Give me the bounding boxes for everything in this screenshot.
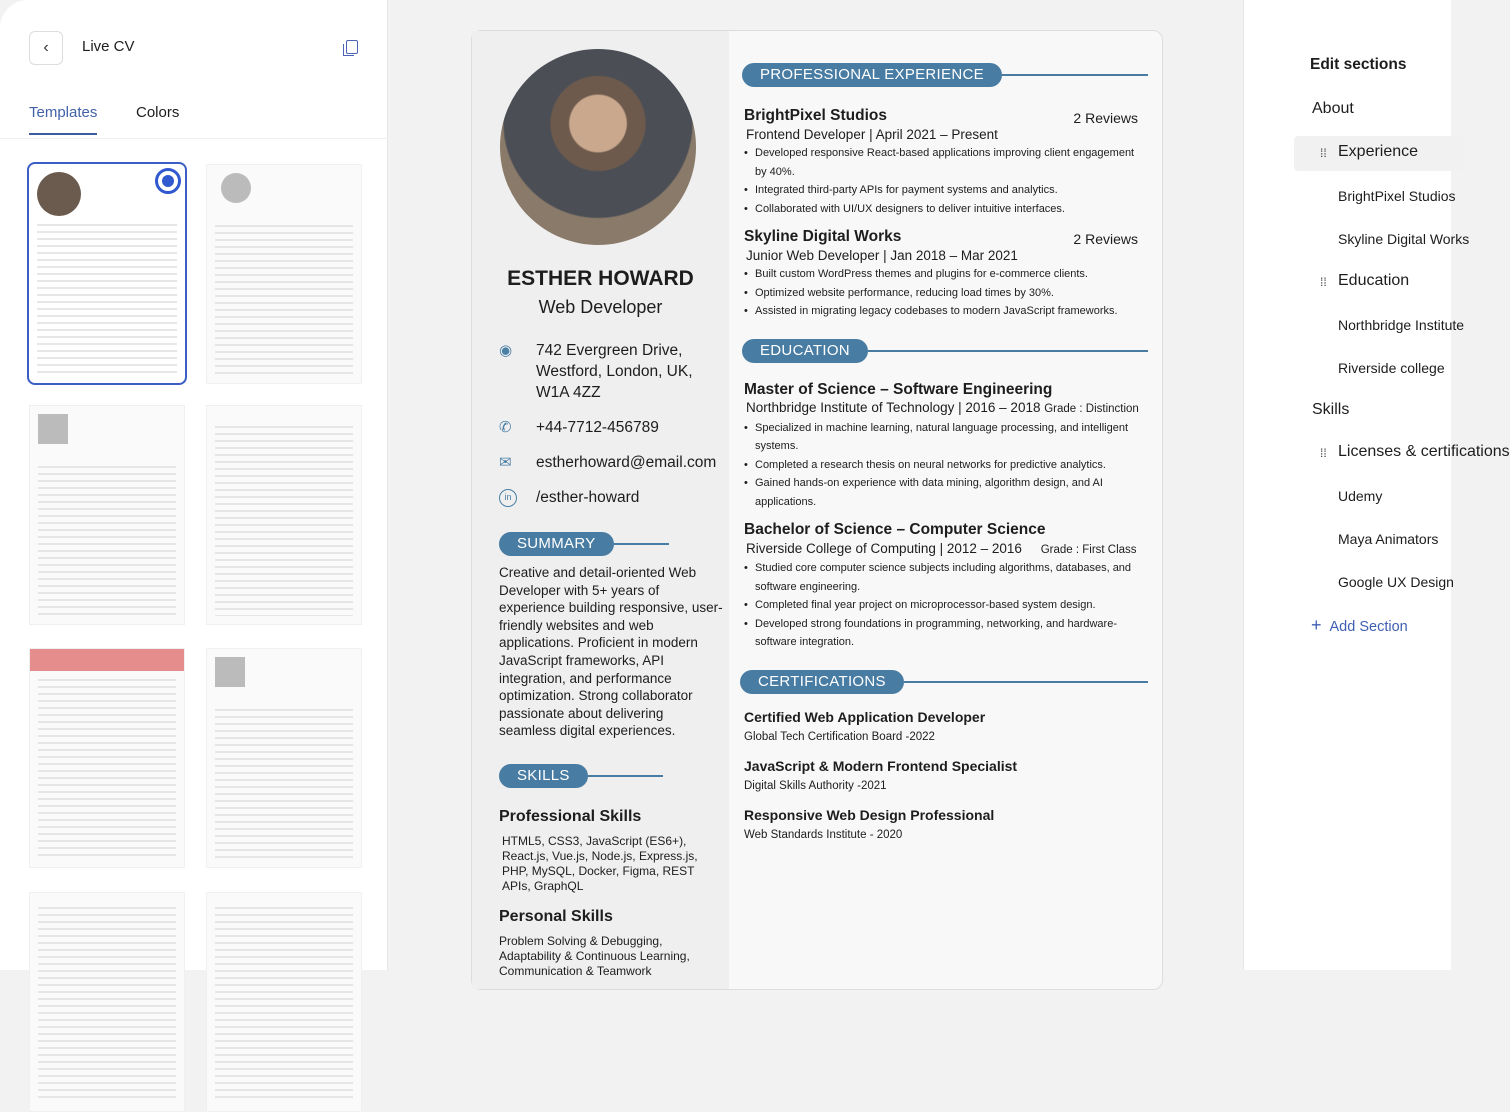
section-item-udemy[interactable]: Udemy: [1338, 488, 1383, 504]
section-education[interactable]: Education: [1338, 272, 1410, 289]
section-item-skyline[interactable]: Skyline Digital Works: [1338, 231, 1470, 247]
education-item: Master of Science – Software Engineering Northbridge Institute of Technology | 2016 – 2018 Grade : Distinction • Specialized in machine learning, natural language processing, and intelligent systems. • Completed a research thesis on neural networks for predictive analytics. • Gained hands-on experience with data mining, algorithm design, and AI applications.: [744, 381, 1148, 512]
section-item-google-ux[interactable]: Google UX Design: [1338, 574, 1454, 590]
template-thumbnail-7[interactable]: [29, 892, 185, 1112]
personal-skills-title: Personal Skills: [499, 907, 613, 925]
certification-item: Responsive Web Design Professional Web Standards Institute - 2020: [744, 806, 995, 841]
personal-skills: Problem Solving & Debugging, Adaptability & Continuous Learning, Communication & Teamwork: [499, 933, 690, 978]
certification-item: JavaScript & Modern Frontend Specialist Digital Skills Authority -2021: [744, 757, 1018, 792]
phone-icon: ✆: [499, 419, 512, 436]
section-item-brightpixel[interactable]: BrightPixel Studios: [1338, 188, 1456, 204]
resume-sidebar: [472, 31, 729, 989]
education-item: Bachelor of Science – Computer Science Riverside College of Computing | 2012 – 2016 Grade : First Class • Studied core computer science subjects including algorithms, databases, and software engineering. • Completed final year project on microprocessor-based system design. • Developed strong foundations in programming, networking, and hardware-software integration.: [744, 521, 1148, 652]
certification-item: Certified Web Application Developer Global Tech Certification Board -2022: [744, 708, 986, 743]
drag-handle-icon[interactable]: ⁞⁞: [1320, 446, 1327, 460]
email: estherhoward@email.com: [536, 454, 717, 471]
add-section-button[interactable]: + Add Section: [1311, 615, 1408, 635]
section-about[interactable]: About: [1312, 100, 1354, 117]
professional-skills: HTML5, CSS3, JavaScript (ES6+), React.js, Vue.js, Node.js, Express.js, PHP, MySQL, Docker, Figma, REST APIs, GraphQL: [502, 833, 698, 893]
plus-icon: +: [1311, 615, 1322, 635]
experience-item: Skyline Digital Works 2 Reviews Junior Web Developer | Jan 2018 – Mar 2021 • Built custom WordPress themes and plugins for e-commerce clients. • Optimized website performance, reducing load times by 30%. • Assisted in migrating legacy codebases to modern JavaScript frameworks.: [744, 228, 1148, 321]
tab-templates[interactable]: Templates: [29, 104, 97, 135]
profile-photo: [500, 49, 696, 245]
certifications-heading: CERTIFICATIONS: [740, 670, 904, 694]
linkedin: /esther-howard: [536, 489, 640, 506]
address: 742 Evergreen Drive, Westford, London, UK, W1A 4ZZ: [536, 342, 693, 401]
back-button[interactable]: [29, 31, 63, 65]
drag-handle-icon[interactable]: ⁞⁞: [1320, 146, 1327, 160]
linkedin-icon: in: [499, 489, 517, 507]
experience-item: BrightPixel Studios 2 Reviews Frontend Developer | April 2021 – Present • Developed responsive React-based applications improving client engagement by 40%. • Integrated third-party APIs for payment systems and analytics. • Collaborated with UI/UX designers to deliver intuitive interfaces.: [744, 107, 1148, 218]
resume-preview: [471, 30, 1163, 990]
template-thumbnail-2[interactable]: [206, 164, 362, 384]
edit-sections-panel: [1243, 0, 1510, 970]
copy-icon[interactable]: [346, 40, 358, 54]
summary-heading: SUMMARY: [499, 532, 614, 556]
panel-title: Live CV: [82, 38, 135, 55]
selected-radio-icon: [155, 168, 181, 194]
drag-handle-icon[interactable]: ⁞⁞: [1320, 275, 1327, 289]
section-licenses[interactable]: Licenses & certifications: [1338, 443, 1510, 460]
summary-text: Creative and detail-oriented Web Developer with 5+ years of experience building responsive, user-friendly websites and web applications. Proficient in modern JavaScript frameworks, API integration, and performance optimization. Strong collaborator passionate about delivering seamless digital experiences.: [499, 565, 723, 739]
template-thumbnail-6[interactable]: [206, 648, 362, 868]
resume-role: Web Developer: [538, 297, 663, 317]
section-item-northbridge[interactable]: Northbridge Institute: [1338, 317, 1465, 333]
template-thumbnail-5[interactable]: [29, 648, 185, 868]
skills-heading: SKILLS: [499, 764, 588, 788]
experience-heading: PROFESSIONAL EXPERIENCE: [742, 63, 1002, 87]
section-experience[interactable]: Experience: [1338, 143, 1419, 160]
email-icon: ✉: [499, 454, 512, 471]
template-thumbnail-3[interactable]: [29, 405, 185, 625]
edit-sections-title: Edit sections: [1310, 56, 1407, 73]
resume-name: ESTHER HOWARD: [507, 267, 694, 290]
tabs: [0, 100, 388, 139]
tab-colors[interactable]: Colors: [136, 104, 180, 121]
resume-main: [729, 31, 1162, 989]
template-thumbnail-8[interactable]: [206, 892, 362, 1112]
section-item-maya[interactable]: Maya Animators: [1338, 531, 1439, 547]
template-panel: [0, 0, 388, 970]
chevron-left-icon: ‹: [43, 39, 49, 56]
location-pin-icon: ◉: [499, 342, 513, 359]
education-heading: EDUCATION: [742, 339, 868, 363]
phone: +44-7712-456789: [536, 419, 659, 436]
professional-skills-title: Professional Skills: [499, 807, 642, 825]
template-thumbnail-1[interactable]: [27, 162, 187, 385]
section-skills[interactable]: Skills: [1312, 401, 1350, 418]
section-item-riverside[interactable]: Riverside college: [1338, 360, 1445, 376]
template-thumbnail-4[interactable]: [206, 405, 362, 625]
